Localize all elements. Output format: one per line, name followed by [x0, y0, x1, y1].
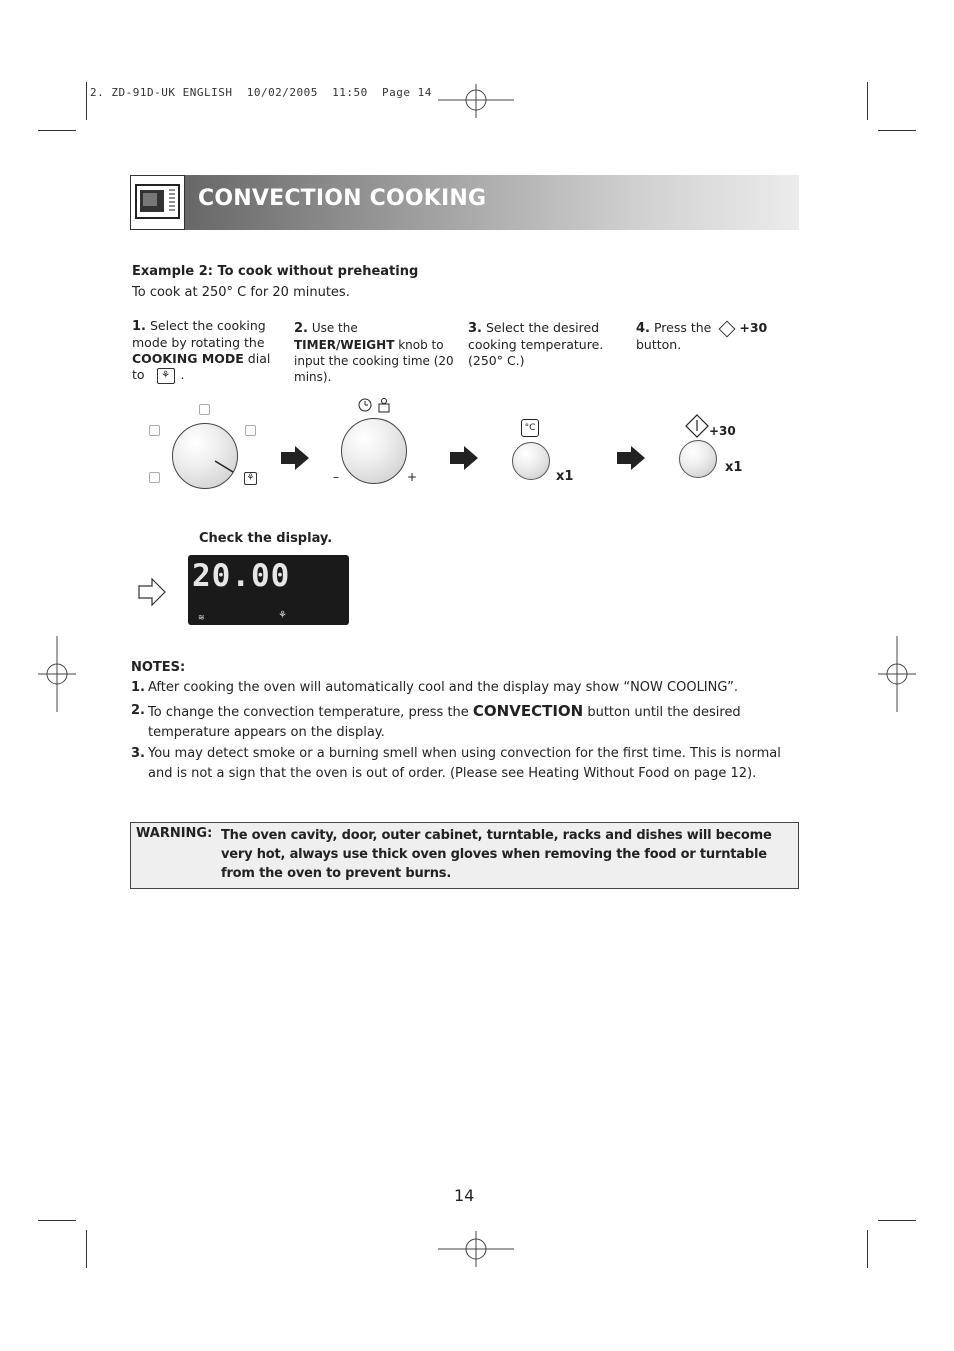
convection-button[interactable]: [512, 442, 550, 480]
note-text-part: To change the convection temperature, press the: [148, 705, 473, 720]
step-3: [468, 320, 618, 369]
note-1: [131, 678, 801, 698]
step-text: dial to: [132, 351, 271, 382]
warning-text: The oven cavity, door, outer cabinet, turntable, racks and dishes will become very hot, always use thick oven gloves when removing the food or turntable from the oven to prevent burns.: [221, 828, 772, 881]
step-text: Press the: [653, 320, 712, 335]
mode-icon: [245, 425, 256, 436]
step-text: Select the cooking mode by rotating the: [132, 318, 266, 350]
note-text: After cooking the oven will automatically cool and the display may show “NOW COOLING”.: [148, 680, 739, 695]
convection-press-count: x1: [556, 469, 574, 484]
step-4: [636, 320, 776, 353]
note-number: 3.: [131, 746, 145, 761]
mode-icon: [149, 425, 160, 436]
timer-weight-icon: [357, 396, 393, 414]
note-number: 2.: [131, 703, 145, 718]
step-text: button.: [636, 337, 682, 352]
note-text: [148, 701, 801, 743]
timer-plus-label: +: [407, 470, 418, 484]
example-title: Example 2: To cook without preheating: [132, 264, 419, 279]
microwave-icon: [131, 176, 184, 229]
start-icon: [719, 320, 736, 337]
step-bold: COOKING MODE: [132, 351, 244, 366]
note-text-part: button until the desired temperature appears on the display.: [148, 705, 741, 740]
timer-weight-knob[interactable]: [341, 418, 407, 484]
start-plus30-button[interactable]: [679, 440, 717, 478]
step-bold: +30: [739, 320, 768, 335]
note-3: [131, 744, 801, 784]
step-text: Use the: [311, 321, 358, 335]
warning-label: WARNING:: [136, 826, 213, 841]
step-1: [132, 318, 277, 384]
start-icon: [685, 414, 709, 438]
notes-title: NOTES:: [131, 660, 186, 675]
dial-pointer: [173, 424, 237, 488]
check-display-label: Check the display.: [199, 531, 333, 546]
arrow-right-icon: [617, 446, 645, 470]
timer-minus-label: –: [333, 470, 339, 484]
step-text: knob to input the cooking time (20 mins).: [294, 338, 454, 384]
step-text: .: [180, 367, 185, 382]
step-number: 4.: [636, 321, 650, 336]
step-number: 1.: [132, 319, 146, 334]
lcd-fan-indicator-icon: ⚘: [278, 610, 287, 621]
lcd-time-readout: 20.00: [192, 558, 291, 594]
note-2: [131, 701, 801, 743]
example-subtitle: To cook at 250° C for 20 minutes.: [132, 285, 350, 300]
lcd-convection-indicator-icon: ≋: [198, 613, 205, 622]
cooking-mode-dial[interactable]: [172, 423, 238, 489]
print-slug: 2. ZD-91D-UK ENGLISH 10/02/2005 11:50 Page 14: [90, 86, 432, 99]
mode-icon: [149, 472, 160, 483]
fan-icon: ⚘: [244, 472, 257, 485]
temperature-icon: °C: [521, 419, 539, 437]
step-number: 2.: [294, 321, 308, 336]
note-bold: CONVECTION: [472, 702, 584, 720]
fan-icon: ⚘: [157, 368, 175, 384]
header-icon-box: [130, 175, 185, 230]
start-press-count: x1: [725, 460, 743, 475]
step-text: Select the desired cooking temperature. (250° C.): [468, 320, 604, 368]
start-plus30-label: +30: [709, 424, 736, 438]
arrow-right-icon: [450, 446, 478, 470]
page-number: 14: [454, 1186, 475, 1205]
arrow-right-icon: [281, 446, 309, 470]
note-number: 1.: [131, 680, 145, 695]
mode-icon: [199, 404, 210, 415]
step-2: [294, 320, 459, 385]
step-number: 3.: [468, 321, 482, 336]
step-bold: TIMER/WEIGHT: [294, 338, 395, 352]
note-text: You may detect smoke or a burning smell when using convection for the first time. This is normal and is not a sign that the oven is out of order. (Please see Heating Without Food on page 12).: [148, 746, 781, 781]
pointer-arrow-icon: [138, 578, 166, 606]
page-title: CONVECTION COOKING: [198, 186, 487, 211]
lcd-display: [188, 555, 349, 625]
